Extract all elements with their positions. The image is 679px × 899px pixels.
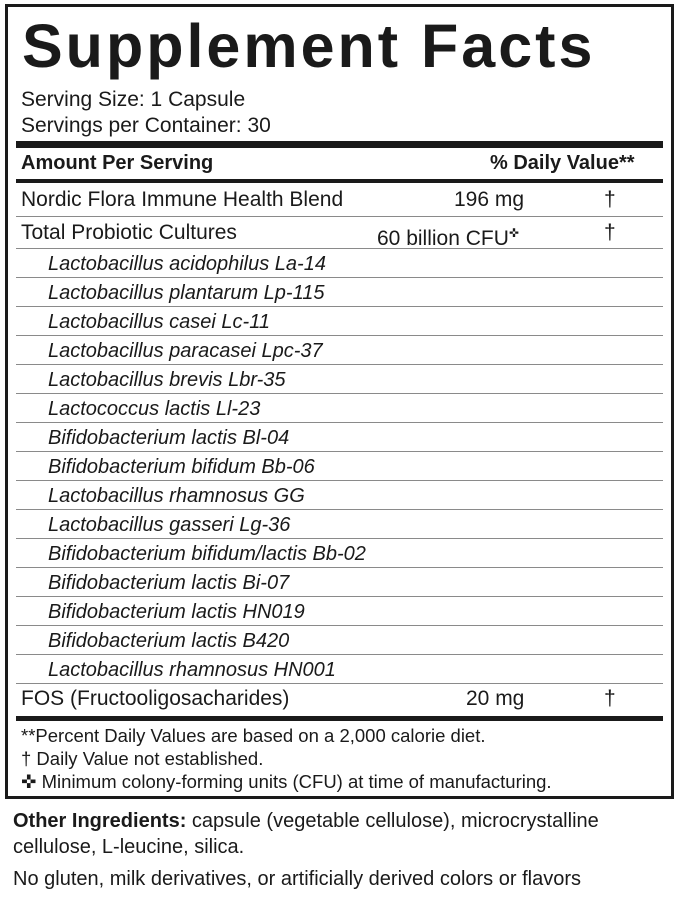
strain-name: Bifidobacterium lactis B420	[48, 630, 290, 652]
strain-name: Lactobacillus plantarum Lp-115	[48, 282, 325, 304]
strain-row	[16, 249, 663, 278]
nutrient-name: Total Probiotic Cultures	[21, 221, 237, 244]
other-ingredients-label: Other Ingredients:	[13, 810, 187, 832]
other-ingredients	[13, 808, 599, 834]
panel-title: Supplement Facts	[22, 12, 596, 80]
strain-row	[16, 655, 663, 684]
allergen-statement: No gluten, milk derivatives, or artificially derived colors or flavors	[13, 868, 581, 890]
strain-row	[16, 336, 663, 365]
daily-value: †	[604, 687, 616, 710]
nutrient-row	[16, 217, 663, 249]
nutrient-amount: 196 mg	[454, 188, 525, 211]
nutrient-row	[16, 683, 663, 715]
strain-row	[16, 394, 663, 423]
strain-name: Lactobacillus acidophilus La-14	[48, 253, 326, 275]
strain-name: Bifidobacterium lactis Bl-04	[48, 427, 290, 449]
strain-row	[16, 423, 663, 452]
daily-value: †	[604, 188, 616, 211]
strain-row	[16, 307, 663, 336]
footnote-cfu: ✜ Minimum colony-forming units (CFU) at time of manufacturing.	[21, 771, 552, 792]
strain-row	[16, 568, 663, 597]
serving-size: Serving Size: 1 Capsule	[21, 88, 246, 111]
strain-row	[16, 481, 663, 510]
supplement-facts-panel	[5, 4, 674, 799]
header-divider	[16, 179, 663, 183]
strain-name: Bifidobacterium bifidum/lactis Bb-02	[48, 543, 366, 565]
daily-value-header: % Daily Value**	[490, 152, 635, 174]
strain-row	[16, 365, 663, 394]
other-ingredients-line2: cellulose, L-leucine, silica.	[13, 836, 245, 858]
strain-name: Lactobacillus brevis Lbr-35	[48, 369, 286, 391]
strain-name: Lactococcus lactis Ll-23	[48, 398, 261, 420]
strain-row	[16, 597, 663, 626]
strain-name: Lactobacillus paracasei Lpc-37	[48, 340, 323, 362]
strain-name: Lactobacillus gasseri Lg-36	[48, 514, 291, 536]
strain-name: Lactobacillus casei Lc-11	[48, 311, 270, 333]
strain-row	[16, 452, 663, 481]
servings-per-container: Servings per Container: 30	[21, 114, 271, 137]
strain-row	[16, 278, 663, 307]
nutrient-name: Nordic Flora Immune Health Blend	[21, 188, 344, 211]
nutrient-name: FOS (Fructooligosacharides)	[21, 687, 290, 710]
footnote-divider	[16, 716, 663, 721]
strain-name: Lactobacillus rhamnosus HN001	[48, 659, 336, 681]
strain-name: Bifidobacterium lactis HN019	[48, 601, 305, 623]
footnote-daily-values: **Percent Daily Values are based on a 2,000 calorie diet.	[21, 725, 486, 746]
nutrient-amount	[377, 219, 519, 253]
other-ingredients-line1: capsule (vegetable cellulose), microcrystalline	[186, 810, 599, 832]
nutrient-amount: 20 mg	[466, 687, 525, 710]
strain-name: Lactobacillus rhamnosus GG	[48, 485, 305, 507]
amount-per-serving-header: Amount Per Serving	[21, 152, 214, 174]
strain-row	[16, 626, 663, 655]
footnote-not-established: † Daily Value not established.	[21, 748, 264, 769]
strain-name: Bifidobacterium bifidum Bb-06	[48, 456, 315, 478]
nutrient-row	[16, 184, 663, 217]
daily-value: †	[604, 221, 616, 244]
cfu-mark-icon: ✜	[508, 226, 519, 240]
strain-row	[16, 539, 663, 568]
strain-name: Bifidobacterium lactis Bi-07	[48, 572, 290, 594]
nutrient-amount-value: 60 billion CFU	[377, 227, 509, 250]
strain-row	[16, 510, 663, 539]
